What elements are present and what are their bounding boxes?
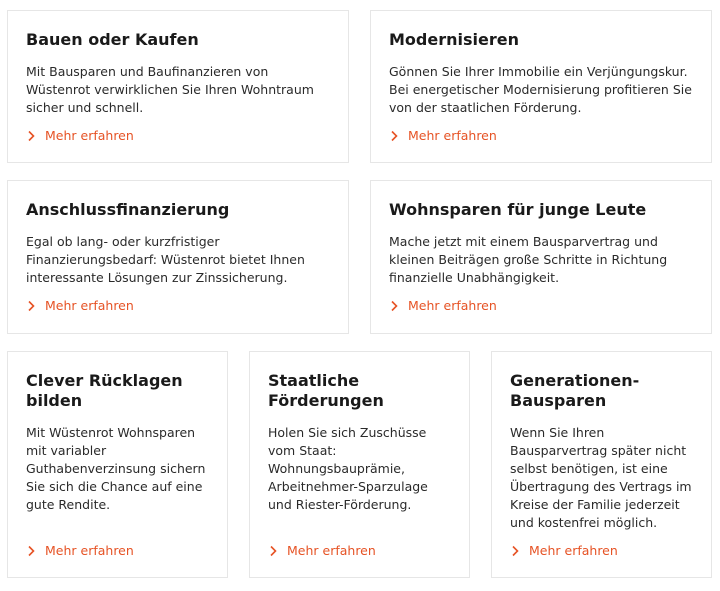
chevron-right-icon: [26, 300, 36, 312]
card-text: Mit Bausparen und Baufinanzieren von Wüstenrot verwirklichen Sie Ihren Wohntraum sicher und schnell.: [26, 64, 314, 115]
card-anschlussfinanzierung: [7, 180, 349, 334]
card-title: Wohnsparen für junge Leute: [389, 200, 647, 219]
card-wohnsparen-junge-leute: [370, 180, 712, 334]
chevron-right-icon: [510, 545, 520, 557]
card-title: Clever Rücklagen bilden: [26, 371, 183, 410]
card-text: Egal ob lang- oder kurzfristiger Finanzierungsbedarf: Wüstenrot bietet Ihnen interessante Lösungen zur Zinssicherung.: [26, 234, 305, 285]
chevron-right-icon: [389, 300, 399, 312]
chevron-right-icon: [26, 130, 36, 142]
chevron-right-icon: [268, 545, 278, 557]
card-title: Bauen oder Kaufen: [26, 30, 199, 49]
card-text: Mit Wüstenrot Wohnsparen mit variabler Guthabenverzinsung sichern Sie sich die Chance auf eine gute Rendite.: [26, 425, 206, 512]
link-label: Mehr erfahren: [45, 128, 134, 143]
card-title: Generationen-Bausparen: [510, 371, 640, 410]
card-title: Staatliche Förderungen: [268, 371, 384, 410]
link-label: Mehr erfahren: [45, 298, 134, 313]
mehr-erfahren-link[interactable]: [26, 128, 134, 144]
card-text: Mache jetzt mit einem Bausparvertrag und kleinen Beiträgen große Schritte in Richtung finanzielle Unabhängigkeit.: [389, 234, 668, 285]
link-label: Mehr erfahren: [287, 543, 376, 558]
chevron-right-icon: [389, 130, 399, 142]
link-label: Mehr erfahren: [45, 543, 134, 558]
mehr-erfahren-link[interactable]: [510, 543, 618, 559]
card-text: Gönnen Sie Ihrer Immobilie ein Verjüngungskur. Bei energetischer Modernisierung profitieren Sie von der staatlichen Förderung.: [389, 64, 692, 115]
card-title: Anschlussfinanzierung: [26, 200, 230, 219]
card-clever-ruecklagen: [7, 351, 228, 578]
mehr-erfahren-link[interactable]: [26, 298, 134, 314]
link-label: Mehr erfahren: [408, 128, 497, 143]
card-text: Wenn Sie Ihren Bausparvertrag später nicht selbst benötigen, ist eine Übertragung des Vertrags im Kreise der Familie jederzeit und kostenfrei möglich.: [510, 425, 692, 530]
card-modernisieren: [370, 10, 712, 163]
mehr-erfahren-link[interactable]: [389, 298, 497, 314]
chevron-right-icon: [26, 545, 36, 557]
card-bauen-oder-kaufen: [7, 10, 349, 163]
mehr-erfahren-link[interactable]: [26, 543, 134, 559]
mehr-erfahren-link[interactable]: [389, 128, 497, 144]
link-label: Mehr erfahren: [408, 298, 497, 313]
card-text: Holen Sie sich Zuschüsse vom Staat: Wohnungsbauprämie, Arbeitnehmer-Sparzulage und Riester-Förderung.: [268, 425, 428, 512]
card-title: Modernisieren: [389, 30, 519, 49]
mehr-erfahren-link[interactable]: [268, 543, 376, 559]
card-generationen-bausparen: [491, 351, 712, 578]
link-label: Mehr erfahren: [529, 543, 618, 558]
card-staatliche-foerderungen: [249, 351, 470, 578]
